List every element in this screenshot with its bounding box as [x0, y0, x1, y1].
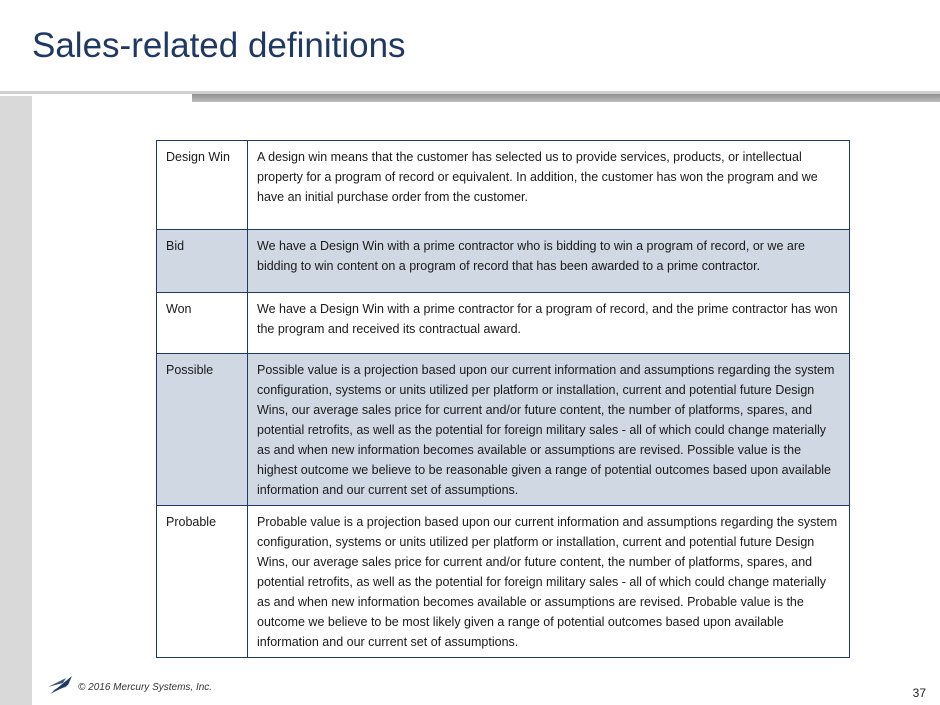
table-row	[157, 230, 850, 293]
definition-bid: We have a Design Win with a prime contractor who is bidding to win a program of record, or we are bidding to win content on a program of record that has been awarded to a prime contractor.	[248, 230, 850, 293]
definition-possible: Possible value is a projection based upon our current information and assumptions regarding the system configuration, systems or units utilized per platform or installation, current and potential future Design Wins, our average sales price for current and/or future content, the number of platforms, spares, and potential retrofits, as well as the potential for foreign military sales - all of which could change materially as and when new information becomes available or assumptions are revised. Possible value is the highest outcome we believe to be reasonable given a range of potential outcomes based upon available information and our current set of assumptions.	[248, 354, 850, 506]
definitions-table	[156, 140, 850, 658]
mercury-wing-logo-icon	[48, 674, 74, 696]
term-bid: Bid	[157, 230, 248, 293]
left-side-band	[0, 96, 32, 705]
definition-probable: Probable value is a projection based upon our current information and assumptions regarding the system configuration, systems or units utilized per platform or installation, current and potential future Design Wins, our average sales price for current and/or future content, the number of platforms, spares, and potential retrofits, as well as the potential for foreign military sales - all of which could change materially as and when new information becomes available or assumptions are revised. Probable value is the outcome we believe to be most likely given a range of potential outcomes based upon available information and our current set of assumptions.	[248, 506, 850, 658]
term-won: Won	[157, 293, 248, 354]
table-row	[157, 354, 850, 506]
header-shadow-bar	[192, 94, 940, 102]
definition-won: We have a Design Win with a prime contractor for a program of record, and the prime contractor has won the program and received its contractual award.	[248, 293, 850, 354]
table-row	[157, 506, 850, 658]
table-row	[157, 293, 850, 354]
definition-design-win: A design win means that the customer has selected us to provide services, products, or intellectual property for a program of record or equivalent. In addition, the customer has won the program and we have an initial purchase order from the customer.	[248, 141, 850, 230]
term-design-win: Design Win	[157, 141, 248, 230]
term-possible: Possible	[157, 354, 248, 506]
table-row	[157, 141, 850, 230]
term-probable: Probable	[157, 506, 248, 658]
page-number: 37	[912, 686, 926, 700]
copyright-text: © 2016 Mercury Systems, Inc.	[78, 682, 213, 693]
slide-title: Sales-related definitions	[32, 26, 406, 65]
